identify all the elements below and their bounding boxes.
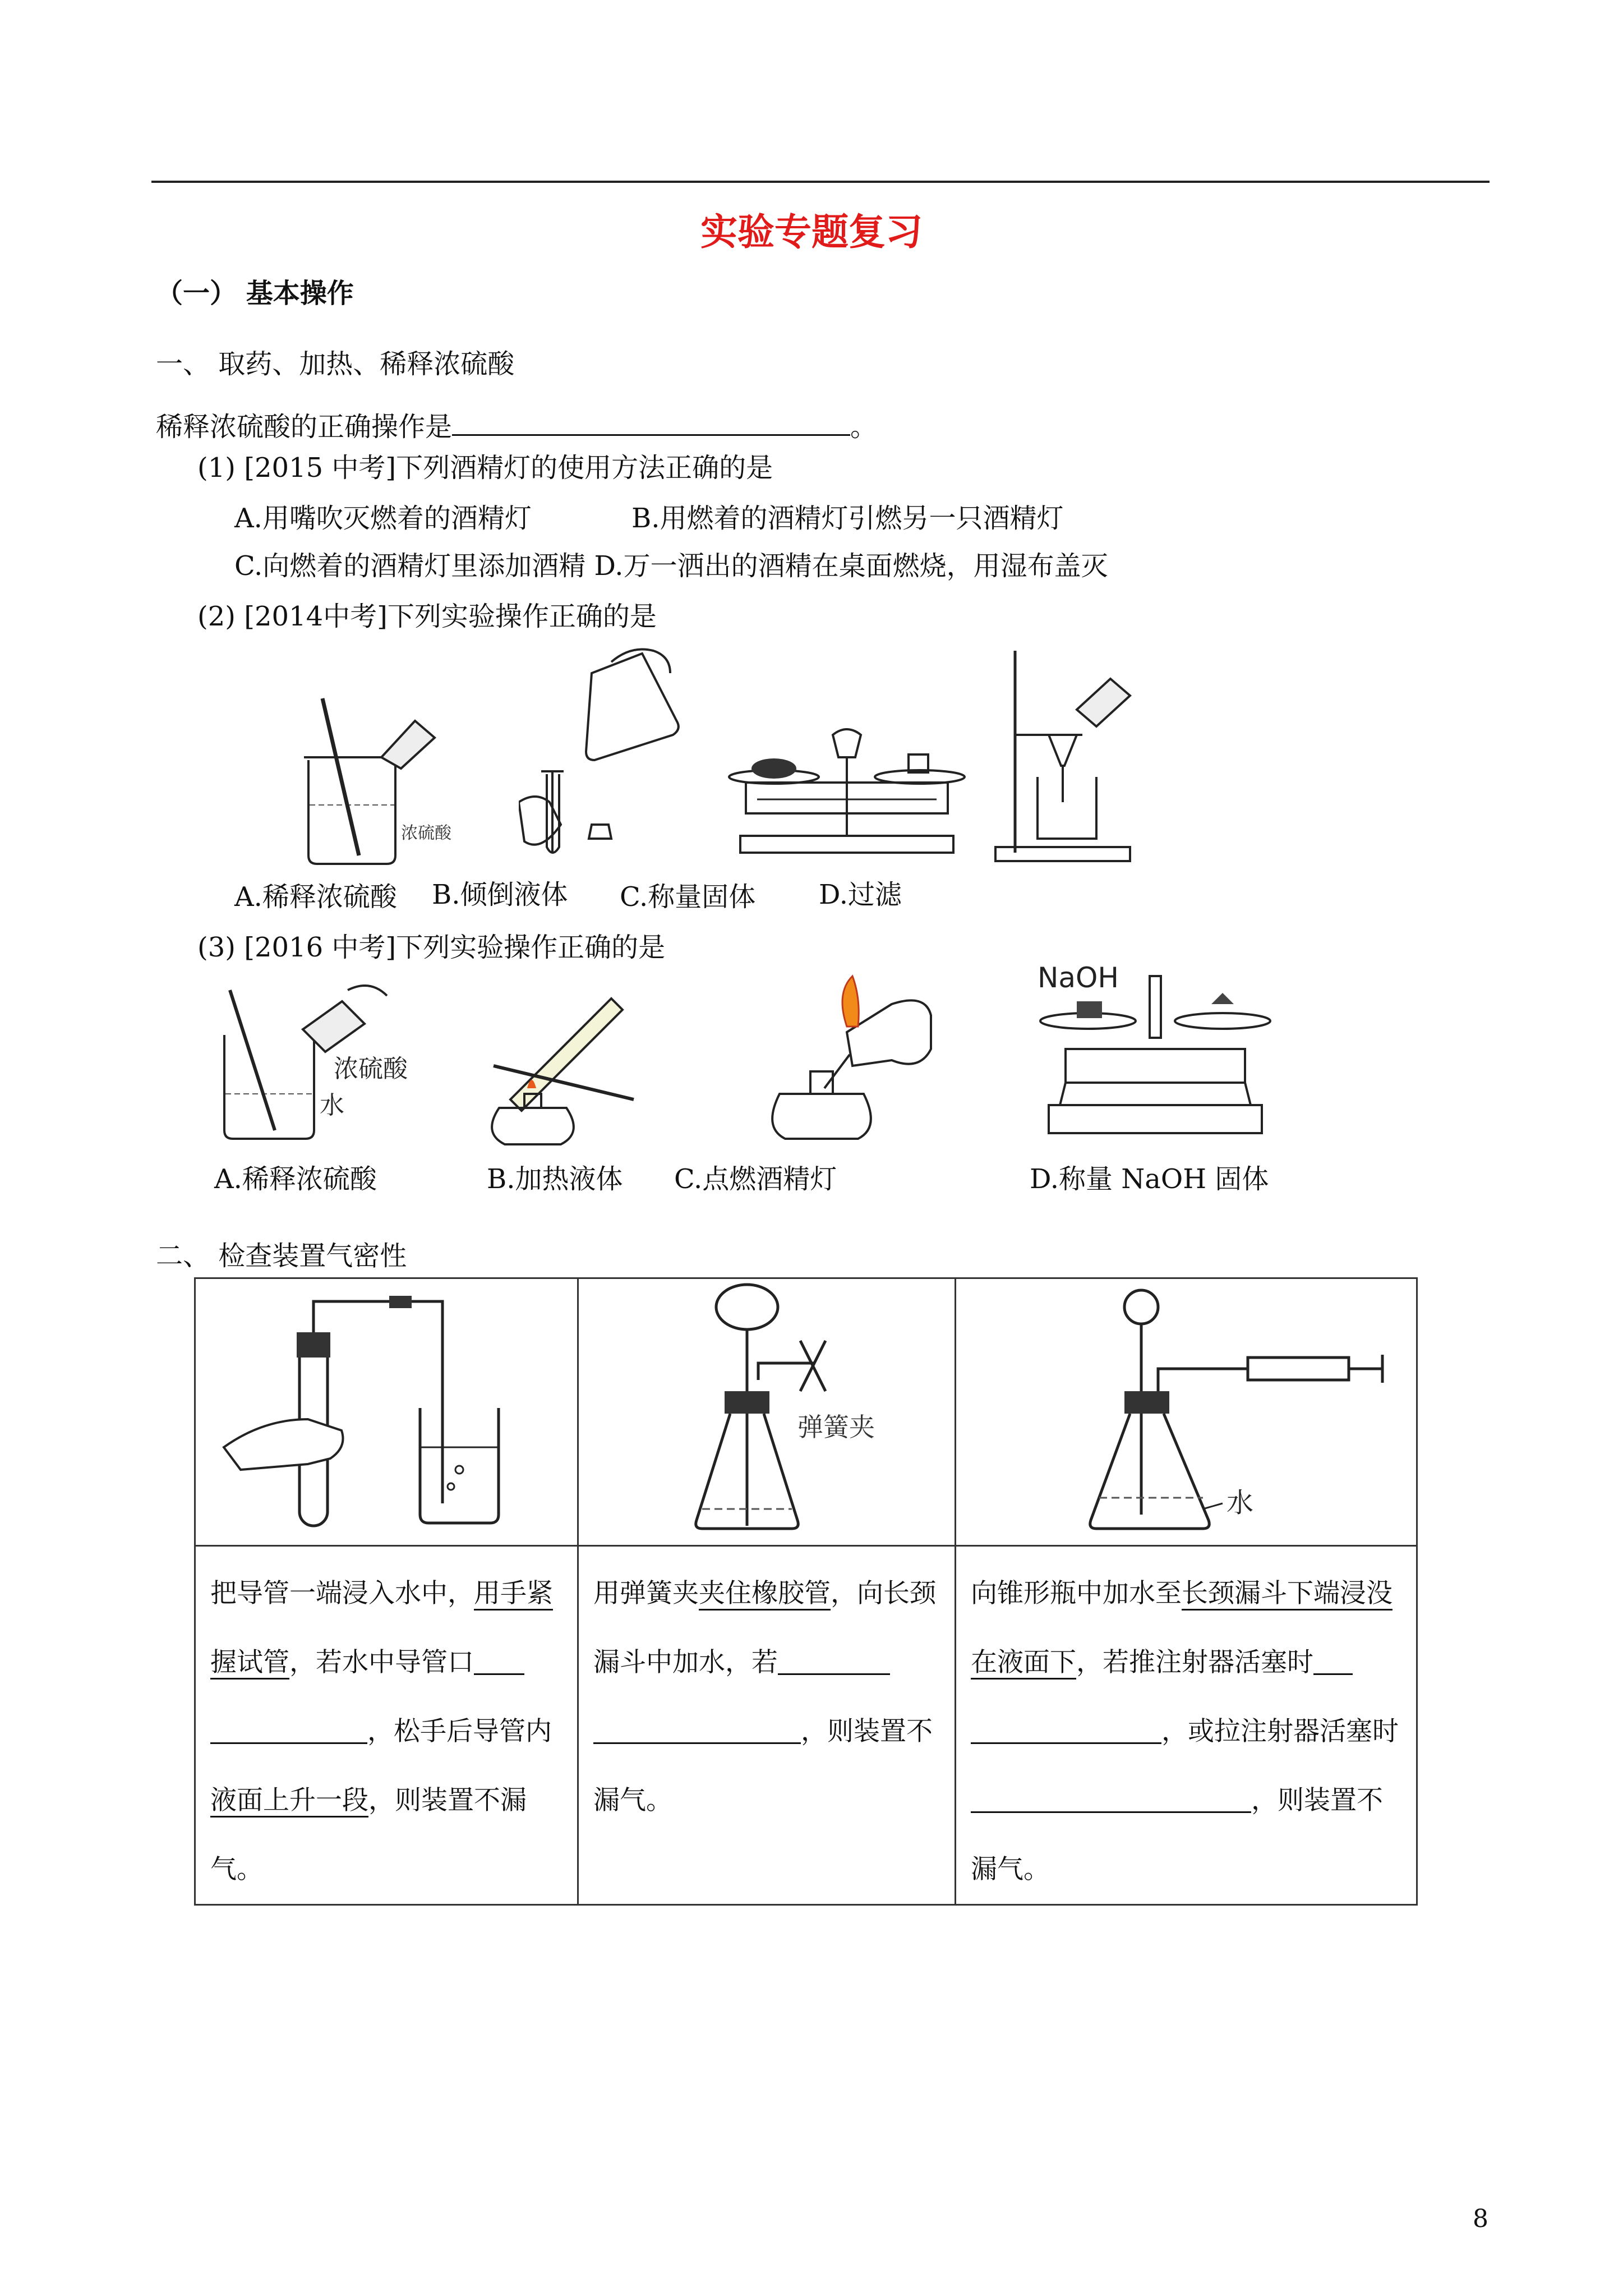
q1-stem: (1) [2015 中考]下列酒精灯的使用方法正确的是	[197, 452, 773, 484]
answer-blank	[971, 1785, 1139, 1813]
text-cell-2	[578, 1546, 956, 1905]
method-3-part-4: ，则装置不漏气。	[971, 1785, 1383, 1885]
text-cell-1	[195, 1546, 578, 1905]
q2-fig-b-pouring	[519, 639, 704, 864]
q2-fig-a-label: 浓硫酸	[401, 823, 451, 843]
q1-option-a: A.用嘴吹灭燃着的酒精灯	[234, 503, 532, 534]
q3-caption-d: D.称量 NaOH 固体	[1030, 1163, 1269, 1195]
q3-stem: (3) [2016 中考]下列实验操作正确的是	[197, 932, 666, 963]
airtight-fig-1	[196, 1279, 577, 1543]
method-2-part-2: ，向长颈漏斗中加水，若	[593, 1578, 936, 1678]
fig-cell-1	[195, 1278, 578, 1546]
airtight-fig-3	[956, 1279, 1416, 1543]
method-1-text	[196, 1547, 577, 1904]
q3-caption-b: B.加热液体	[487, 1163, 623, 1195]
method-2-text	[579, 1547, 955, 1835]
fig-cell-2	[578, 1278, 956, 1546]
q3-fig-a-dilution	[213, 979, 449, 1147]
method-1-underline-1: 用手紧握试管	[210, 1578, 553, 1680]
airtightness-table	[194, 1277, 1418, 1906]
part-heading: （一） 基本操作	[156, 278, 354, 309]
dilute-end: 。	[850, 411, 878, 443]
answer-blank	[1313, 1647, 1353, 1675]
method-2-part-3: ，则装置不漏气。	[593, 1716, 933, 1816]
method-1-part-2: ，若水中导管口	[289, 1647, 474, 1678]
q3-fig-b-heating	[465, 987, 651, 1156]
fig-cell-3	[956, 1278, 1417, 1546]
answer-blank	[593, 1716, 801, 1744]
method-3-part-1: 向锥形瓶中加水至	[971, 1578, 1182, 1609]
answer-blank	[971, 1716, 1161, 1744]
q2-fig-c-balance	[723, 724, 970, 864]
header-rule	[151, 181, 1490, 183]
method-2-part-1: 用弹簧夹	[593, 1578, 699, 1609]
q3-fig-a-water-label: 水	[320, 1091, 344, 1120]
q3-caption-c: C.点燃酒精灯	[674, 1163, 837, 1195]
figure-row	[195, 1278, 1417, 1546]
q3-fig-d-naoh-label: NaOH	[1038, 965, 1119, 994]
page-title: 实验专题复习	[700, 210, 923, 254]
answer-blank	[778, 1647, 890, 1675]
q2-caption-d: D.过滤	[819, 879, 902, 910]
method-2-underline-1: 夹住橡胶管	[699, 1578, 831, 1611]
page-number: 8	[1473, 2205, 1488, 2233]
method-1-part-4: ，则装置不漏气。	[210, 1785, 527, 1885]
spring-clamp-label: 弹簧夹	[797, 1412, 875, 1442]
water-label: 水	[1227, 1487, 1254, 1519]
text-row	[195, 1546, 1417, 1905]
answer-blank	[474, 1647, 524, 1675]
answer-blank	[210, 1716, 367, 1744]
q3-fig-c-lighting-lamp	[763, 970, 948, 1150]
answer-blank	[452, 409, 850, 436]
q1-option-cd: C.向燃着的酒精灯里添加酒精 D.万一洒出的酒精在桌面燃烧，用湿布盖灭	[234, 550, 1108, 582]
q3-caption-a: A.稀释浓硫酸	[214, 1163, 377, 1195]
method-1-underline-2: 液面上升一段	[210, 1785, 368, 1818]
q2-fig-d-filtration	[993, 645, 1133, 864]
dilute-prompt: 稀释浓硫酸的正确操作是	[156, 411, 453, 443]
q2-caption-c: C.称量固体	[620, 881, 756, 913]
section-1-heading: 一、 取药、加热、稀释浓硫酸	[156, 348, 515, 380]
method-3-text	[956, 1547, 1416, 1904]
method-3-underline-1: 长颈漏斗下端浸没在液面下	[971, 1578, 1393, 1680]
method-1-part-1: 把导管一端浸入水中，	[210, 1578, 474, 1609]
q2-caption-b: B.倾倒液体	[432, 879, 568, 910]
section-2-heading: 二、 检查装置气密性	[156, 1240, 407, 1272]
q2-caption-a: A.稀释浓硫酸	[234, 881, 397, 913]
text-cell-3	[956, 1546, 1417, 1905]
airtight-fig-2	[579, 1279, 955, 1543]
q3-fig-a-acid-label: 浓硫酸	[334, 1055, 408, 1083]
answer-blank	[1139, 1785, 1251, 1813]
method-3-part-3: ，或拉注射器活塞时	[1161, 1716, 1399, 1747]
q2-stem: (2) [2014中考]下列实验操作正确的是	[197, 601, 657, 632]
dilute-question	[156, 405, 877, 444]
method-3-part-2: ，若推注射器活塞时	[1076, 1647, 1313, 1678]
method-1-part-3: ，松手后导管内	[367, 1716, 552, 1747]
q1-option-b: B.用燃着的酒精灯引燃另一只酒精灯	[631, 503, 1064, 534]
q3-fig-d-balance-naoh	[1038, 965, 1273, 1150]
q2-fig-a-dilution	[292, 665, 454, 867]
